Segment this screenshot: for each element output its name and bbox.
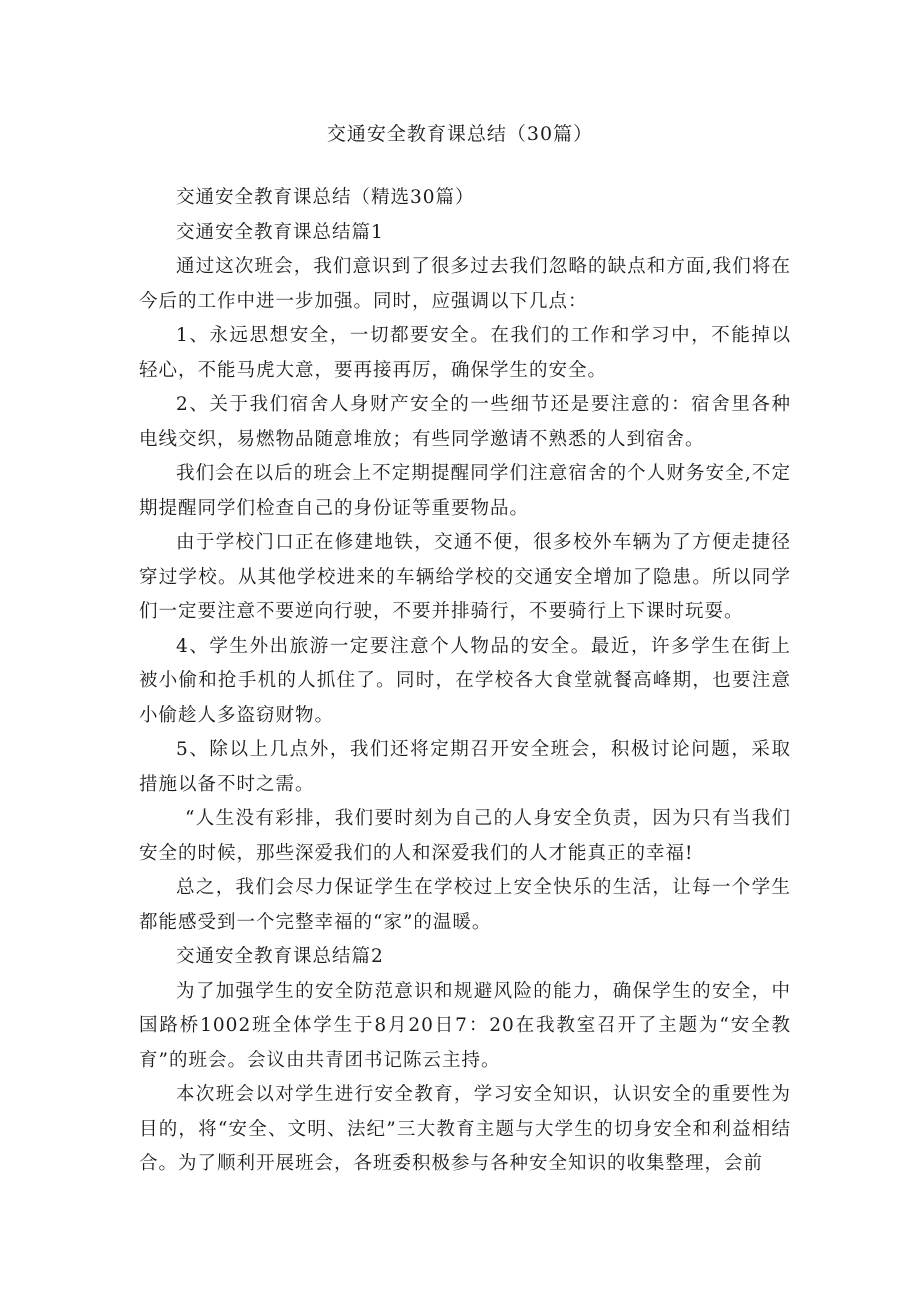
section-1-heading: 交通安全教育课总结篇1 (176, 221, 384, 243)
paragraph: 1、永远思想安全，一切都要安全。在我们的工作和学习中，不能掉以轻心，不能马虎大意，要再接再厉，确保学生的安全。 (139, 325, 791, 381)
paragraph: 2、关于我们宿舍人身财产安全的一些细节还是要注意的：宿舍里各种电线交织，易燃物品随意堆放；有些同学邀请不熟悉的人到宿舍。 (139, 394, 791, 450)
quote-paragraph: “人生没有彩排，我们要时刻为自己的人身安全负责，因为只有当我们安全的时候，那些深爱我们的人和深爱我们的人才能真正的幸福! (139, 808, 791, 864)
paragraph: 5、除以上几点外，我们还将定期召开安全班会，积极讨论问题，采取措施以备不时之需。 (139, 739, 791, 795)
paragraph: 4、学生外出旅游一定要注意个人物品的安全。最近，许多学生在街上被小偷和抢手机的人抓住了。同时，在学校各大食堂就餐高峰期，也要注意小偷趁人多盗窃财物。 (139, 635, 791, 726)
section-2-heading: 交通安全教育课总结篇2 (176, 946, 384, 967)
paragraph: 为了加强学生的安全防范意识和规避风险的能力，确保学生的安全，中国路桥1002班全体学生于8月20日7：20在我教室召开了主题为“安全教育”的班会。会议由共青团书记陈云主持。 (139, 980, 791, 1071)
closing-paragraph: 总之，我们会尽力保证学生在学校过上安全快乐的生活，让每一个学生都能感受到一个完整幸福的“家”的温暖。 (139, 877, 791, 933)
document-subtitle: 交通安全教育课总结（精选30篇） (176, 187, 475, 208)
paragraph: 由于学校门口正在修建地铁，交通不便，很多校外车辆为了方便走捷径穿过学校。从其他学校进来的车辆给学校的交通安全增加了隐患。所以同学们一定要注意不要逆向行驶，不要并排骑行，不要骑行上下课时玩耍。 (139, 532, 791, 622)
paragraph: 通过这次班会，我们意识到了很多过去我们忽略的缺点和方面,我们将在今后的工作中进一步加强。同时，应强调以下几点： (139, 256, 791, 312)
paragraph: 我们会在以后的班会上不定期提醒同学们注意宿舍的个人财务安全,不定期提醒同学们检查自己的身份证等重要物品。 (139, 463, 791, 519)
document-title: 交通安全教育课总结（30篇） (326, 123, 594, 145)
document-body (139, 181, 791, 1182)
paragraph: 本次班会以对学生进行安全教育，学习安全知识，认识安全的重要性为目的，将“安全、文明、法纪”三大教育主题与大学生的切身安全和利益相结合。为了顺利开展班会，各班委积极参与各种安全知识的收集整理，会前 (139, 1084, 791, 1174)
